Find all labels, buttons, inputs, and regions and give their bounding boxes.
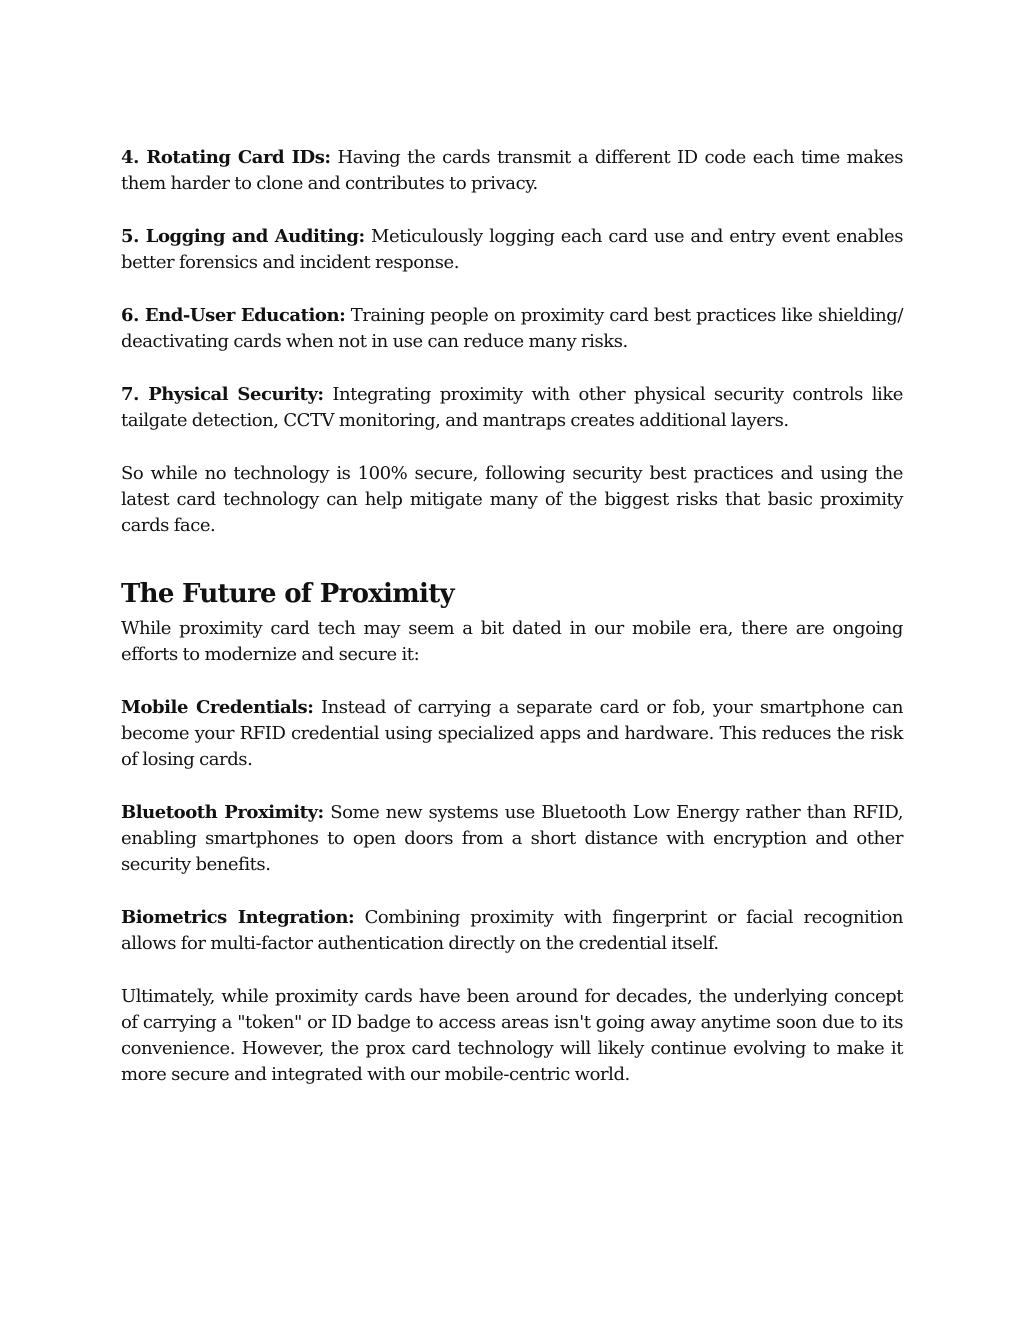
item-text: Training people on proximity card best practices like shielding/ deactivating cards when not in use can reduce many risks.	[121, 305, 903, 352]
item-text: Meticulously logging each card use and entry event enables better forensics and incident response.	[121, 226, 903, 273]
section-heading: The Future of Proximity	[121, 579, 454, 609]
conclusion-paragraph: Ultimately, while proximity cards have been around for decades, the underlying concept of carrying a "token" or ID badge to access areas isn't going away anytime soon due to its convenience. However, the prox card technology will likely continue evolving to make it more secure and integrated with our mobile-centric world.	[121, 986, 903, 1085]
item-lead: 4. Rotating Card IDs:	[121, 147, 331, 168]
item-lead: Mobile Credentials:	[121, 697, 314, 718]
intro-paragraph: While proximity card tech may seem a bit dated in our mobile era, there are ongoing efforts to modernize and secure it:	[121, 618, 903, 665]
document-page	[121, 145, 903, 1088]
item-text: Having the cards transmit a different ID code each time makes them harder to clone and contributes to privacy.	[121, 147, 903, 194]
list-item-bluetooth-proximity	[121, 800, 903, 878]
list-item-rotating-card-ids	[121, 145, 903, 197]
list-item-end-user-education	[121, 303, 903, 355]
item-text: Instead of carrying a separate card or fob, your smartphone can become your RFID credential using specialized apps and hardware. This reduces the risk of losing cards.	[121, 697, 903, 770]
list-item-logging-auditing	[121, 224, 903, 276]
list-item-biometrics-integration	[121, 905, 903, 957]
list-item-mobile-credentials	[121, 695, 903, 773]
item-lead: Biometrics Integration:	[121, 907, 355, 928]
item-text: Combining proximity with fingerprint or facial recognition allows for multi-factor authentication directly on the credential itself.	[121, 907, 903, 954]
item-lead: 5. Logging and Auditing:	[121, 226, 365, 247]
list-item-physical-security	[121, 382, 903, 434]
summary-paragraph: So while no technology is 100% secure, following security best practices and using the latest card technology can help mitigate many of the biggest risks that basic proximity cards face.	[121, 463, 903, 536]
item-lead: 7. Physical Security:	[121, 384, 324, 405]
item-lead: 6. End-User Education:	[121, 305, 346, 326]
item-text: Some new systems use Bluetooth Low Energy rather than RFID, enabling smartphones to open doors from a short distance with encryption and other security benefits.	[121, 802, 903, 875]
item-lead: Bluetooth Proximity:	[121, 802, 324, 823]
item-text: Integrating proximity with other physical security controls like tailgate detection, CCTV monitoring, and mantraps creates additional layers.	[121, 384, 903, 431]
